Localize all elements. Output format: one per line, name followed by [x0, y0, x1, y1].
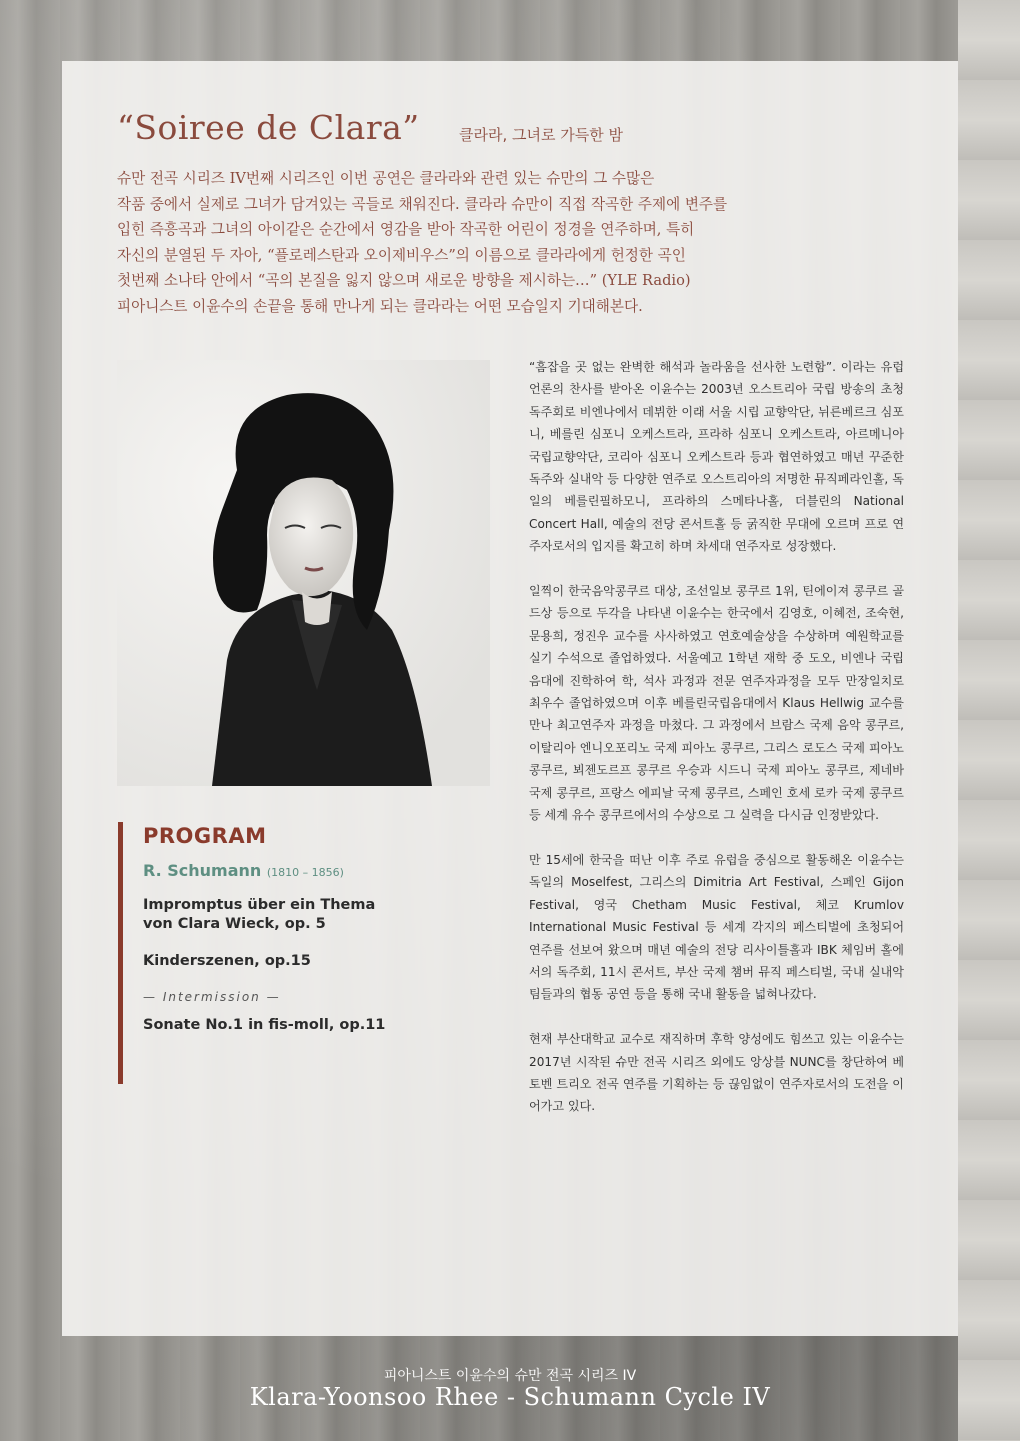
intro-line: 작품 중에서 실제로 그녀가 담겨있는 곡들로 채워진다. 클라라 슈만이 직접 작곡한 주제에 변주를: [117, 195, 728, 213]
footer-english-title: Klara-Yoonsoo Rhee - Schumann Cycle IV: [249, 1383, 771, 1411]
intermission-label: — Intermission —: [143, 990, 281, 1004]
program-heading: PROGRAM: [143, 824, 267, 848]
bio-paragraph: 만 15세에 한국을 떠난 이후 주로 유럽을 중심으로 활동해온 이윤수는 독일의 Moselfest, 그리스의 Dimitria Art Festival, 스페인 Gijon Festival, 영국 Chetham Music Festival, 체코 Krumlov International Music Festival 등 세계 각지의 페스티벌에 초청되어 연주를 선보여 왔으며 매년 예술의 전당 리사이틀홀과 IBK 체임버 홀에서의 독주회, 11시 콘서트, 부산 국제 챔버 뮤직 페스티벌, 국내 실내악 팀들과의 협동 공연 등을 통해 국내 활동을 넓혀나갔다.: [529, 852, 904, 1002]
piece-title-line: Impromptus über ein Thema: [143, 897, 376, 913]
page-subtitle: 클라라, 그녀로 가득한 밤: [459, 126, 623, 144]
composer-name: [143, 861, 458, 880]
intro-text: [117, 166, 797, 320]
program-piece-3: Sonate No.1 in fis-moll, op.11: [143, 1017, 386, 1033]
composer-years: (1810 – 1856): [266, 866, 344, 879]
composer-label: R. Schumann: [143, 861, 262, 880]
page-title: “Soiree de Clara”: [117, 108, 420, 147]
bio-paragraph: 일찍이 한국음악콩쿠르 대상, 조선일보 콩쿠르 1위, 틴에이져 콩쿠르 골드상 등으로 두각을 나타낸 이윤수는 한국에서 김영호, 이혜전, 조숙현, 문용희, 정진우 교수를 사사하였고 연호예술상을 수상하며 예원학교를 실기 수석으로 졸업하였다. 서울예고 1학년 재학 중 도오, 비엔나 국립음대에 진학하여 학, 석사 과정과 전문 연주자과정을 모두 만장일치로 최우수 졸업하였으며 이후 베를린국립음대에서 Klaus Hellwig 교수를 만나 최고연주자 과정을 마쳤다. 그 과정에서 브람스 국제 음악 콩쿠르, 이탈리아 엔니오포리노 국제 피아노 콩쿠르, 그리스 로도스 국제 피아노 콩쿠르, 뵈젠도르프 콩쿠르 우승과 시드니 국제 피아노 콩쿠르, 제네바 국제 콩쿠르, 프랑스 에피날 국제 콩쿠르, 스페인 호세 로카 국제 콩쿠르 등 세계 유수 콩쿠르에서의 수상으로 그 실력을 다시금 인정받았다.: [529, 584, 904, 823]
intro-line: 첫번째 소나타 안에서 “곡의 본질을 잃지 않으며 새로운 방향을 제시하는…” (YLE Radio): [117, 272, 691, 290]
program-piece-1: [143, 896, 458, 934]
intro-line: 입힌 즉흥곡과 그녀의 아이같은 순간에서 영감을 받아 작곡한 어린이 정경을 연주하며, 특히: [117, 221, 695, 239]
piece-title-line: von Clara Wieck, op. 5: [143, 916, 326, 932]
program-piece-2: Kinderszenen, op.15: [143, 953, 311, 969]
biography: [529, 356, 904, 1140]
pianist-portrait: [117, 360, 490, 786]
footer-korean-title: 피아니스트 이윤수의 슈만 전곡 시리즈 IV: [383, 1368, 637, 1384]
intro-line: 자신의 분열된 두 자아, “플로레스탄과 오이제비우스”의 이름으로 클라라에게 헌정한 곡인: [117, 246, 686, 264]
program-section: [118, 822, 458, 1084]
intro-line: 피아니스트 이윤수의 손끝을 통해 만나게 되는 클라라는 어떤 모습일지 기대해본다.: [117, 297, 643, 315]
background-right-strip: [958, 0, 1020, 1441]
bio-paragraph: “흠잡을 곳 없는 완벽한 해석과 놀라움을 선사한 노련함”. 이라는 유럽 언론의 찬사를 받아온 이윤수는 2003년 오스트리아 국립 방송의 초청 독주회로 비엔나에서 데뷔한 이래 서울 시립 교향악단, 뉘른베르크 심포니, 베를린 심포니 오케스트라, 프라하 심포니 오케스트라, 아르메니아 국립교향악단, 코리아 심포니 오케스트라 등과 협연하였고 매년 꾸준한 독주와 실내악 등 다양한 연주로 오스트리아의 저명한 뮤직페라인홀, 독일의 베를린필하모니, 프라하의 스메타나홀, 더블린의 National Concert Hall, 예술의 전당 콘서트홀 등 굵직한 무대에 오르며 프로 연주자로서의 입지를 확고히 하며 차세대 연주자로 성장했다.: [529, 360, 904, 554]
intro-line: 슈만 전곡 시리즈 IV번째 시리즈인 이번 공연은 클라라와 관련 있는 슈만의 그 수많은: [117, 170, 655, 187]
bio-paragraph: 현재 부산대학교 교수로 재직하며 후학 양성에도 힘쓰고 있는 이윤수는 2017년 시작된 슈만 전곡 시리즈 외에도 앙상블 NUNC를 창단하여 베토벤 트리오 전곡 연주를 기획하는 등 끊임없이 연주자로서의 도전을 이어가고 있다.: [529, 1032, 904, 1114]
portrait-illustration: [117, 360, 490, 786]
